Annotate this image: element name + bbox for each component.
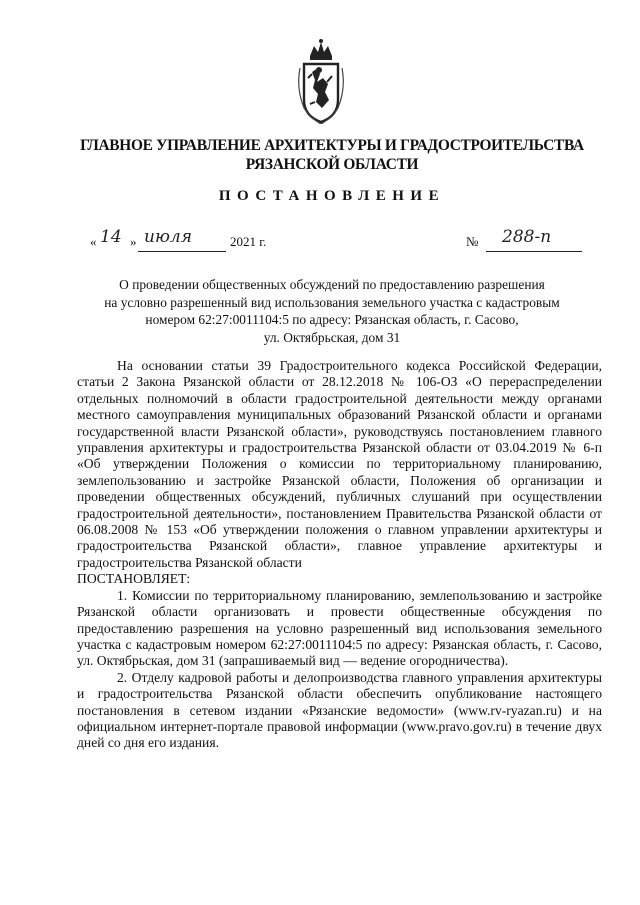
date-number-row (90, 227, 590, 259)
coat-of-arms-icon (296, 38, 346, 124)
preamble-paragraph: На основании статьи 39 Градостроительного кодекса Российской Федерации, статьи 2 Закона Рязанской области от 28.12.2018 № 106-ОЗ «О перераспределении отдельных полномочий в области градостроительной деятельности между органами местного самоуправления муниципальных образований Рязанской области и органами государственной власти Рязанской области», руководствуясь постановлением главного управления архитектуры и градостроительства Рязанской области от 03.04.2019 № 6-п «Об утверждении Положения о комиссии по территориальному планированию, землепользованию и застройке Рязанской области, Положения об организации и проведении общественных обсуждений, публичных слушаний при осуществлении градостроительной деятельности», постановлением Правительства Рязанской области от 06.08.2008 № 153 «Об утверждении положения о главном управлении архитектуры и градостроительства Рязанской области», главное управление архитектуры и градостроительства Рязанской области (77, 358, 602, 570)
date-underline (138, 251, 226, 252)
organization-title-line1: ГЛАВНОЕ УПРАВЛЕНИЕ АРХИТЕКТУРЫ И ГРАДОСТРОИТЕЛЬСТВА (80, 137, 584, 154)
subject-line: номером 62:27:0011104:5 по адресу: Рязанская область, г. Сасово, (145, 312, 519, 327)
date-quote-close: » (130, 234, 137, 249)
organization-title (60, 136, 604, 174)
document-number: 288-п (502, 227, 552, 247)
subject-line: на условно разрешенный вид использования земельного участка с кадастровым (104, 294, 560, 310)
number-underline (486, 251, 582, 252)
item-1-paragraph: 1. Комиссии по территориальному планированию, землепользованию и застройке Рязанской области организовать и провести общественные обсуждения по предоставлению разрешения на условно разрешенный вид использования земельного участка с кадастровым номером 62:27:0011104:5 по адресу: Рязанская область, г. Сасово, ул. Октябрьская, дом 31 (запрашиваемый вид — ведение огородничества). (77, 587, 602, 669)
document-body (77, 358, 602, 752)
item-2-paragraph: 2. Отделу кадровой работы и делопроизводства главного управления архитектуры и градостроительства Рязанской области обеспечить опубликование настоящего постановления в сетевом издании «Рязанские ведомости» (www.rv-ryazan.ru) и на официальном интернет-портале правовой информации (www.pravo.gov.ru) в течение двух дней со дня его издания. (77, 669, 602, 751)
date-day: 14 (100, 227, 122, 247)
resolves-heading: ПОСТАНОВЛЯЕТ: (77, 571, 191, 587)
subject-line: ул. Октябрьская, дом 31 (263, 329, 401, 345)
number-sign: № (466, 234, 479, 249)
document-subject (60, 276, 604, 346)
organization-title-line2: РЯЗАНСКОЙ ОБЛАСТИ (245, 156, 419, 173)
date-quote-open: « (90, 234, 97, 249)
subject-line: О проведении общественных обсуждений по предоставлению разрешения (119, 277, 545, 292)
document-type: ПОСТАНОВЛЕНИЕ (218, 188, 446, 204)
date-month: июля (144, 227, 192, 247)
date-year: 2021 г. (230, 234, 267, 249)
